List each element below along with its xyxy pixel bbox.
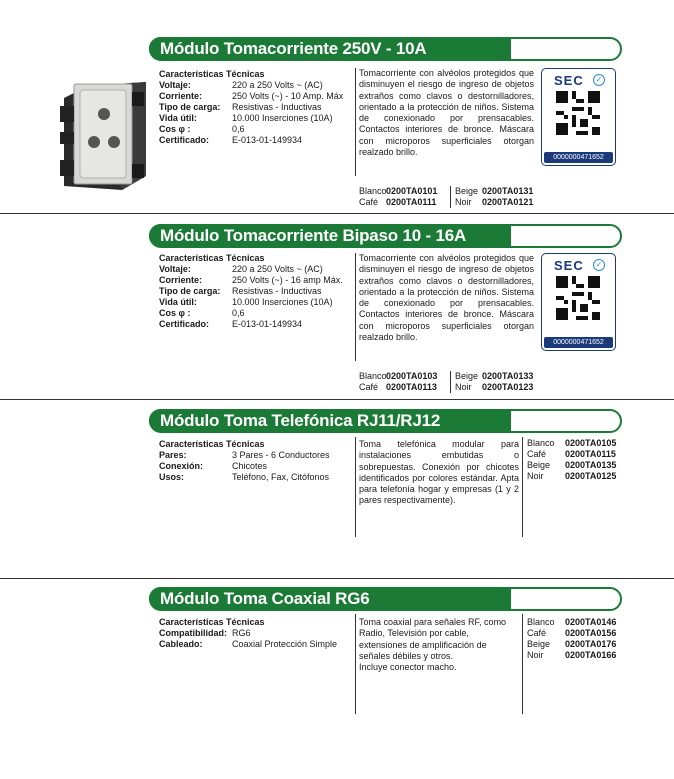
section-4-title: Módulo Toma Coaxial RG6 <box>160 589 370 608</box>
section-2-title: Módulo Tomacorriente Bipaso 10 - 16A <box>160 226 467 245</box>
spec-row: Conexión: Chicotes <box>159 461 268 471</box>
divider <box>355 253 356 361</box>
specs-heading: Características Técnicas <box>159 69 265 79</box>
section-separator <box>0 578 674 579</box>
section-1-specs <box>159 69 343 146</box>
sec-number: 0000000471652 <box>544 152 613 163</box>
section-4-banner <box>149 587 621 610</box>
module-product-image <box>58 80 150 192</box>
divider <box>355 437 356 537</box>
section-2-description: Tomacorriente con alvéolos protegidos que disminuyen el riesgo de ingreso de objetos extraños como clavos o destornilladores, orientado a la protección de niños. Sistema de conexionado por prensacables. Contactos interiores de bronce. Máscara con microporos superficiales otorgan realzado brillo. <box>359 253 534 343</box>
section-separator <box>0 213 674 214</box>
spec-row: Voltaje: 220 a 250 Volts ~ (AC) <box>159 264 323 274</box>
sec-number: 0000000471652 <box>544 337 613 348</box>
spec-row: Vida útil: 10.000 Inserciones (10A) <box>159 113 333 123</box>
specs-heading: Características Técnicas <box>159 439 265 449</box>
qr-code-icon <box>556 276 600 320</box>
spec-row: Tipo de carga: Resistivas - Inductivas <box>159 102 322 112</box>
divider <box>355 68 356 176</box>
section-3-title: Módulo Toma Telefónica RJ11/RJ12 <box>160 411 441 430</box>
spec-row: Cos φ : 0,6 <box>159 124 245 134</box>
spec-row: Cableado: Coaxial Protección Simple <box>159 639 338 649</box>
spec-row: Certificado: E-013-01-149934 <box>159 135 303 145</box>
section-3-description: Toma telefónica modular para instalaciones embutidas o sobrepuestas. Conexión por chicotes identificados por colores estándar. Apta para telefonía hogar y empresas (1 y 2 pares respectivamente). <box>359 439 519 506</box>
section-3-codes: Blanco 0200TA0105 Café 0200TA0115 Beige 0200TA0135 Noir 0200TA0125 <box>527 438 617 481</box>
section-2-specs <box>159 253 343 330</box>
check-icon: ✓ <box>593 259 605 271</box>
specs-heading: Características Técnicas <box>159 617 265 627</box>
spec-row: Compatibilidad: RG6 <box>159 628 251 638</box>
spec-row: Vida útil: 10.000 Inserciones (10A) <box>159 297 333 307</box>
spec-row: Corriente: 250 Volts (~) - 16 amp Máx. <box>159 275 343 285</box>
spec-row: Cos φ : 0,6 <box>159 308 245 318</box>
spec-row: Tipo de carga: Resistivas - Inductivas <box>159 286 322 296</box>
spec-row: Certificado: E-013-01-149934 <box>159 319 303 329</box>
sec-logo: SEC <box>554 258 584 273</box>
spec-row: Corriente: 250 Volts (~) - 10 Amp. Máx <box>159 91 344 101</box>
spec-row: Usos: Teléfono, Fax, Citófonos <box>159 472 330 482</box>
specs-heading: Características Técnicas <box>159 253 265 263</box>
sec-qr-badge <box>541 68 616 166</box>
qr-code-icon <box>556 91 600 135</box>
section-4-description: Toma coaxial para señales RF, como Radio, Televisión por cable, extensiones de amplificación de señales débiles y otros. Incluye conector macho. <box>359 617 507 673</box>
sec-qr-badge <box>541 253 616 351</box>
section-4-codes: Blanco 0200TA0146 Café 0200TA0156 Beige 0200TA0176 Noir 0200TA0166 <box>527 617 617 660</box>
section-4-specs <box>159 617 337 650</box>
section-1-banner <box>149 37 621 60</box>
section-3-banner <box>149 409 621 432</box>
section-1-codes: Blanco 0200TA0101 Beige 0200TA0131 Café 0200TA0111 Noir 0200TA0121 <box>359 186 534 207</box>
section-separator <box>0 399 674 400</box>
divider <box>355 614 356 714</box>
spec-row: Pares: 3 Pares - 6 Conductores <box>159 450 330 460</box>
section-1-description: Tomacorriente con alvéolos protegidos que disminuyen el riesgo de ingreso de objetos extraños como clavos o destornilladores, orientado a la protección de niños. Sistema de conexionado por prensacables. Contactos interiores de bronce. Máscara con microporos superficiales otorgan realzado brillo. <box>359 68 534 158</box>
section-3-specs <box>159 439 330 483</box>
section-2-banner <box>149 224 621 247</box>
divider <box>522 437 523 537</box>
sec-logo: SEC <box>554 73 584 88</box>
divider <box>522 614 523 714</box>
check-icon: ✓ <box>593 74 605 86</box>
spec-row: Voltaje: 220 a 250 Volts ~ (AC) <box>159 80 323 90</box>
section-2-codes: Blanco 0200TA0103 Beige 0200TA0133 Café 0200TA0113 Noir 0200TA0123 <box>359 371 534 392</box>
section-1-title: Módulo Tomacorriente 250V - 10A <box>160 39 427 58</box>
